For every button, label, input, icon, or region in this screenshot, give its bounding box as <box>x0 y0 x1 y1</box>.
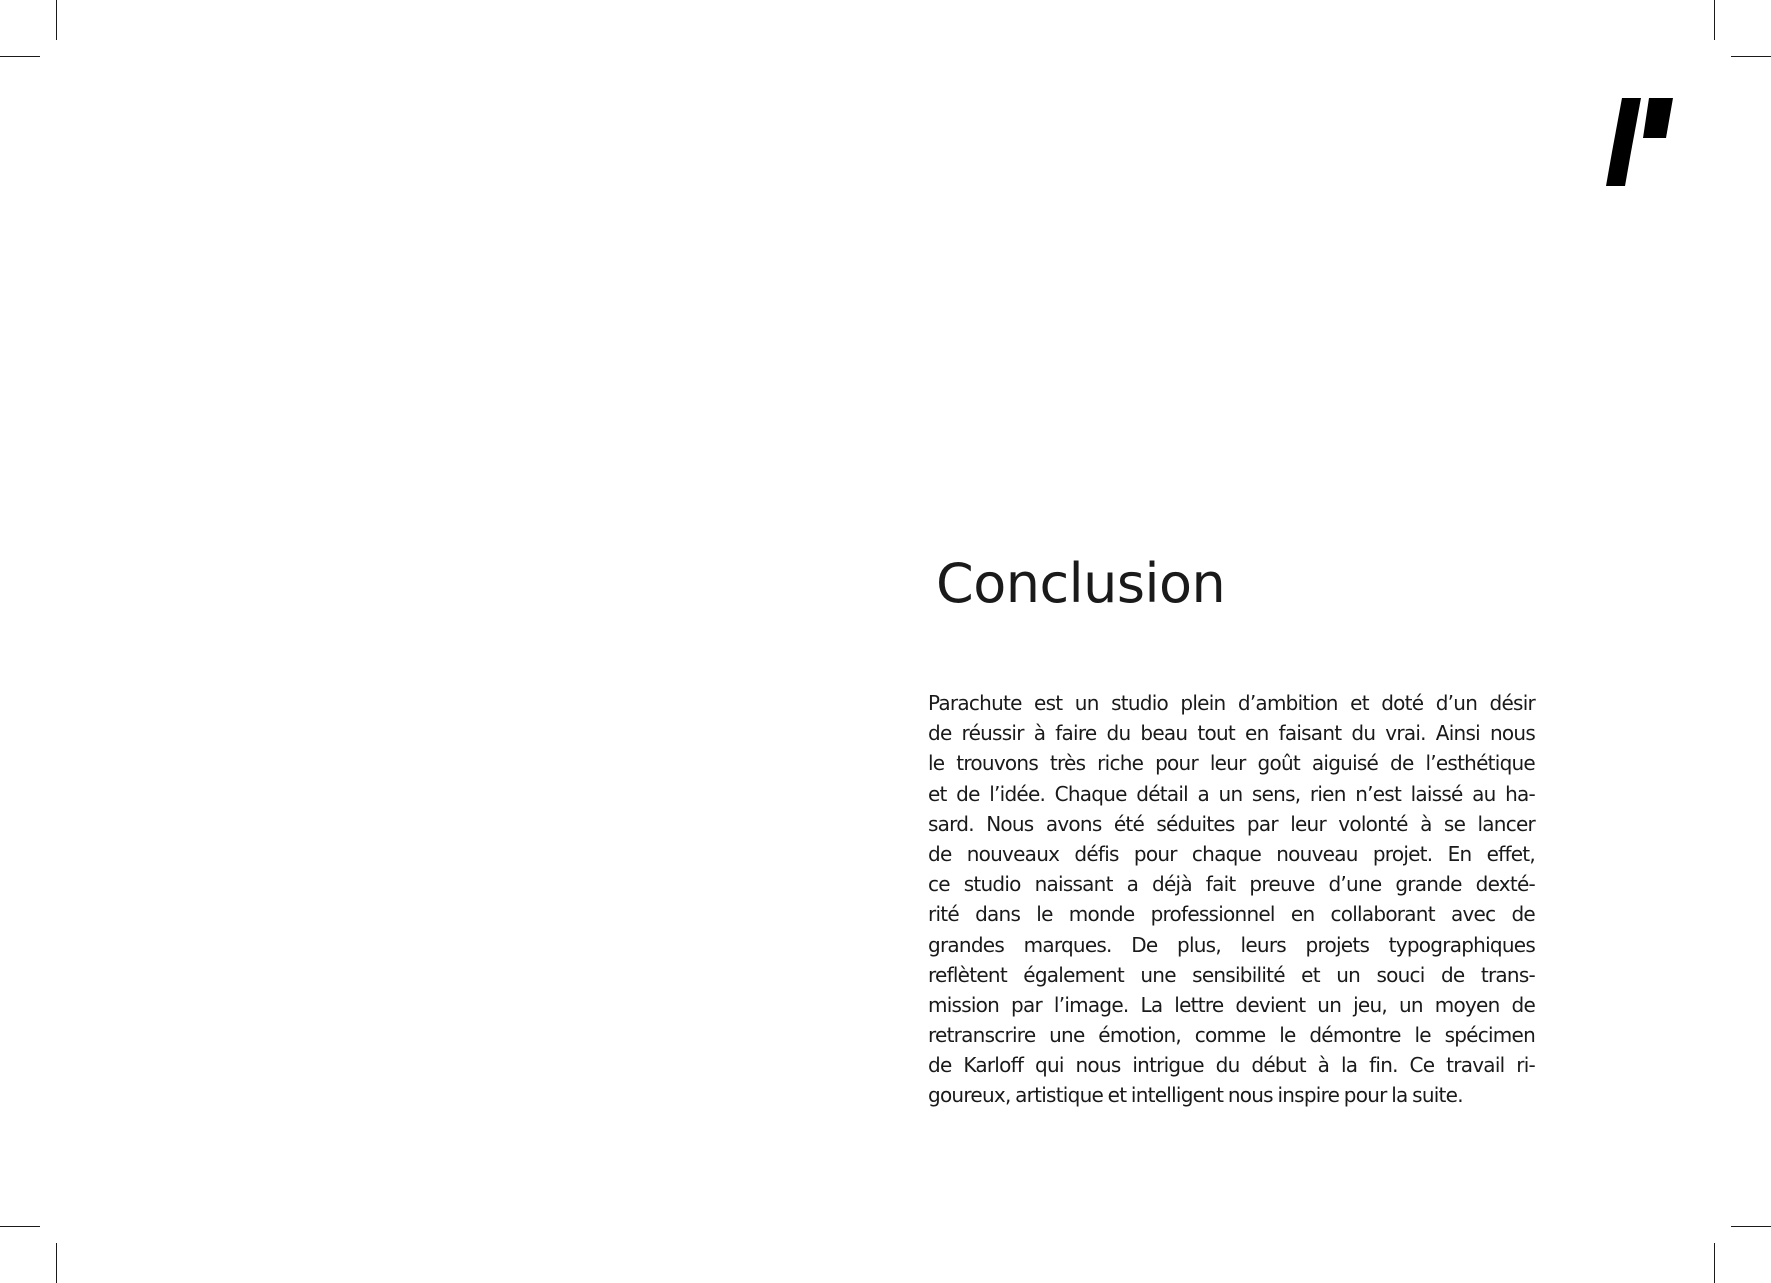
crop-mark-bottom-right-vertical <box>1714 1243 1715 1283</box>
paragraph-line: de nouveaux défis pour chaque nouveau projet. En effet, <box>928 841 1535 866</box>
crop-mark-bottom-left-vertical <box>56 1243 57 1283</box>
crop-mark-top-right-horizontal <box>1731 56 1771 57</box>
paragraph-line: le trouvons très riche pour leur goût aiguisé de l’esthétique <box>928 751 1535 776</box>
paragraph-line: mission par l’image. La lettre devient un jeu, un moyen de <box>928 992 1535 1017</box>
crop-mark-top-right-vertical <box>1714 0 1715 40</box>
parachute-logo-icon <box>1603 98 1673 186</box>
paragraph-line: grandes marques. De plus, leurs projets typographiques <box>928 932 1535 957</box>
paragraph-line: de Karloff qui nous intrigue du début à la fin. Ce travail ri- <box>928 1053 1535 1078</box>
paragraph-line: sard. Nous avons été séduites par leur volonté à se lancer <box>928 811 1535 836</box>
paragraph-line: de réussir à faire du beau tout en faisant du vrai. Ainsi nous <box>928 721 1535 746</box>
page-title: Conclusion <box>936 552 1226 615</box>
paragraph-line: rité dans le monde professionnel en collaborant avec de <box>928 902 1535 927</box>
crop-mark-top-left-horizontal <box>0 56 40 57</box>
paragraph-line: retranscrire une émotion, comme le démontre le spécimen <box>928 1023 1535 1048</box>
conclusion-paragraph <box>928 688 1535 1111</box>
paragraph-line: et de l’idée. Chaque détail a un sens, rien n’est laissé au ha- <box>928 781 1535 806</box>
paragraph-line: reflètent également une sensibilité et un souci de trans- <box>928 962 1535 987</box>
crop-mark-top-left-vertical <box>56 0 57 40</box>
paragraph-line: Parachute est un studio plein d’ambition et doté d’un désir <box>928 691 1535 715</box>
crop-mark-bottom-right-horizontal <box>1731 1226 1771 1227</box>
paragraph-line: goureux, artistique et intelligent nous inspire pour la suite. <box>928 1083 1463 1108</box>
paragraph-line: ce studio naissant a déjà fait preuve d’une grande dexté- <box>928 872 1535 897</box>
crop-mark-bottom-left-horizontal <box>0 1226 40 1227</box>
